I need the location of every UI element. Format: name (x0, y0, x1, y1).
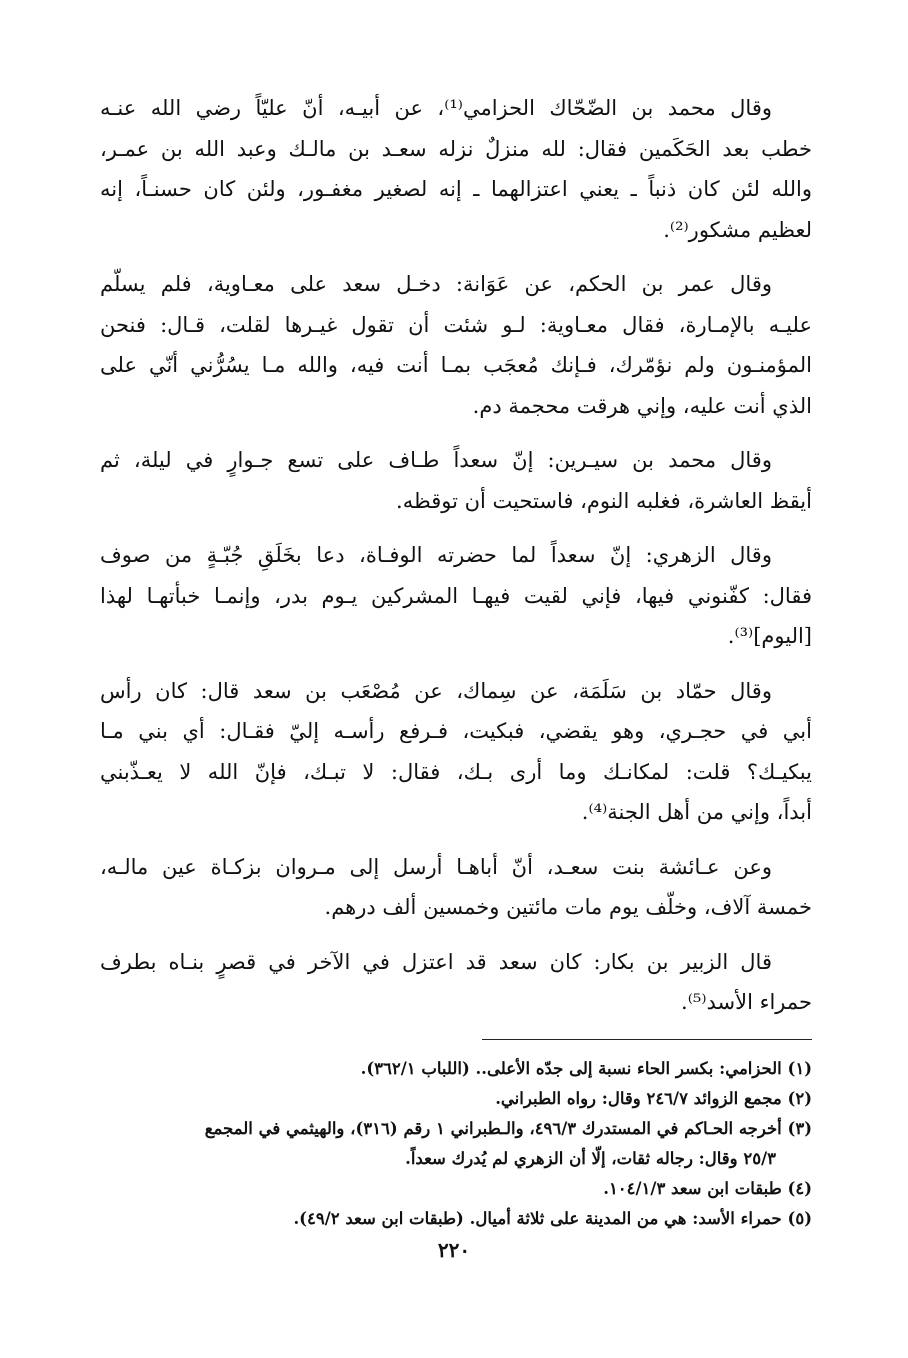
text-line: حمراء الأسد⁽⁵⁾. (681, 990, 812, 1014)
footnote-separator (482, 1039, 812, 1040)
text-line: يبكيـك؟ قلت: لمكانـك وما أرى بـك، فقال: لا تبـك، فإنّ الله لا يعـذّبني (100, 759, 812, 784)
text-line: وقال حمّاد بن سَلَمَة، عن سِماك، عن مُصْعَب بن سعد قال: كان رأس (100, 678, 772, 703)
text-line: وقال محمد بن سيـرين: إنّ سعداً طـاف على تسع جـوارٍ في ليلة، ثم (100, 448, 772, 472)
text-line: المؤمنـون ولم نؤمّرك، فـإنك مُعجَب بمـا أنت فيه، والله مـا يسُرُّني أنّي على (100, 353, 812, 377)
text-line: الذي أنت عليه، وإني هرقت محجمة دم. (472, 393, 812, 418)
text-line: وقال عمر بن الحكم، عن عَوَانة: دخـل سعد على معـاوية، فلم يسلّم (100, 272, 772, 296)
text-line: خمسة آلاف، وخلّف يوم مات مائتين وخمسين ألف درهم. (324, 895, 812, 919)
paragraph (100, 264, 812, 426)
text-line: قال الزبير بن بكار: كان سعد قد اعتزل في الآخر في قصرٍ بنـاه بطرف (100, 949, 772, 974)
text-line: فقال: كفّنوني فيها، فإني لقيت فيهـا المشركين يـوم بدر، وإنمـا خبأتهـا لهذا (100, 583, 812, 608)
text-line: أبي في حجـري، وهو يقضي، فبكيت، فـرفع رأسـه إليّ فقـال: أي بني مـا (100, 719, 812, 743)
footnote-line: (٤) طبقات ابن سعد ١٠٤/١/٣. (603, 1178, 812, 1198)
footnote-line: (٣) أخرجه الحـاكم في المستدرك ٤٩٦/٣، والـطبراني ١ رقم (٣١٦)، والهيثمي في المجمع (204, 1118, 812, 1138)
text-line: لعظيم مشكور⁽²⁾. (663, 217, 812, 242)
text-line: عليـه بالإمـارة، فقال معـاوية: لـو شئت أن تقول غيـرها لقلت، قـال: فنحن (100, 312, 812, 337)
page-number: ٢٢٠ (437, 1238, 471, 1262)
footnote-line: ٢٥/٣ وقال: رجاله ثقات، إلّا أن الزهري لم يُدرك سعداً. (405, 1148, 776, 1168)
text-line: وعن عـائشة بنت سعـد، أنّ أباهـا أرسل إلى مـروان بزكـاة عين مالـه، (100, 854, 772, 879)
text-line: وقال محمد بن الضّحّاك الحزامي⁽¹⁾، عن أبيـه، أنّ عليّاً رضي الله عنـه (100, 96, 772, 120)
text-line: [اليوم]⁽³⁾. (727, 624, 812, 648)
main-text (100, 88, 812, 1023)
paragraph (100, 847, 812, 928)
footnote-line: (١) الحزامي: بكسر الحاء نسبة إلى جدّه الأعلى.. (اللباب ٣٦٢/١). (360, 1058, 812, 1078)
text-line: خطب بعد الحَكَمين فقال: لله منزلٌ نزله سعـد بن مالـك وعبد الله بن عمـر، (100, 136, 812, 161)
paragraph (100, 88, 812, 250)
paragraph (100, 671, 812, 833)
paragraph (100, 942, 812, 1023)
text-line: وقال الزهري: إنّ سعداً لما حضرته الوفـاة، دعا بخَلَقِ جُبّـةٍ من صوف (100, 543, 772, 567)
text-line: أبداً، وإني من أهل الجنة⁽⁴⁾. (581, 800, 812, 824)
footnote-line: (٢) مجمع الزوائد ٢٤٦/٧ وقال: رواه الطبراني. (495, 1088, 812, 1108)
text-line: أيقظ العاشرة، فغلبه النوم، فاستحيت أن توقظه. (396, 488, 812, 513)
paragraph (100, 440, 812, 521)
text-line: والله لئن كان ذنباً ـ يعني اعتزالهما ـ إنه لصغير مغفـور، ولئن كان حسنـاً، إنه (100, 177, 812, 201)
paragraph (100, 535, 812, 657)
footnote-line: (٥) حمراء الأسد: هي من المدينة على ثلاثة أميال. (طبقات ابن سعد ٤٩/٢). (293, 1208, 812, 1228)
footnotes (100, 1054, 812, 1234)
